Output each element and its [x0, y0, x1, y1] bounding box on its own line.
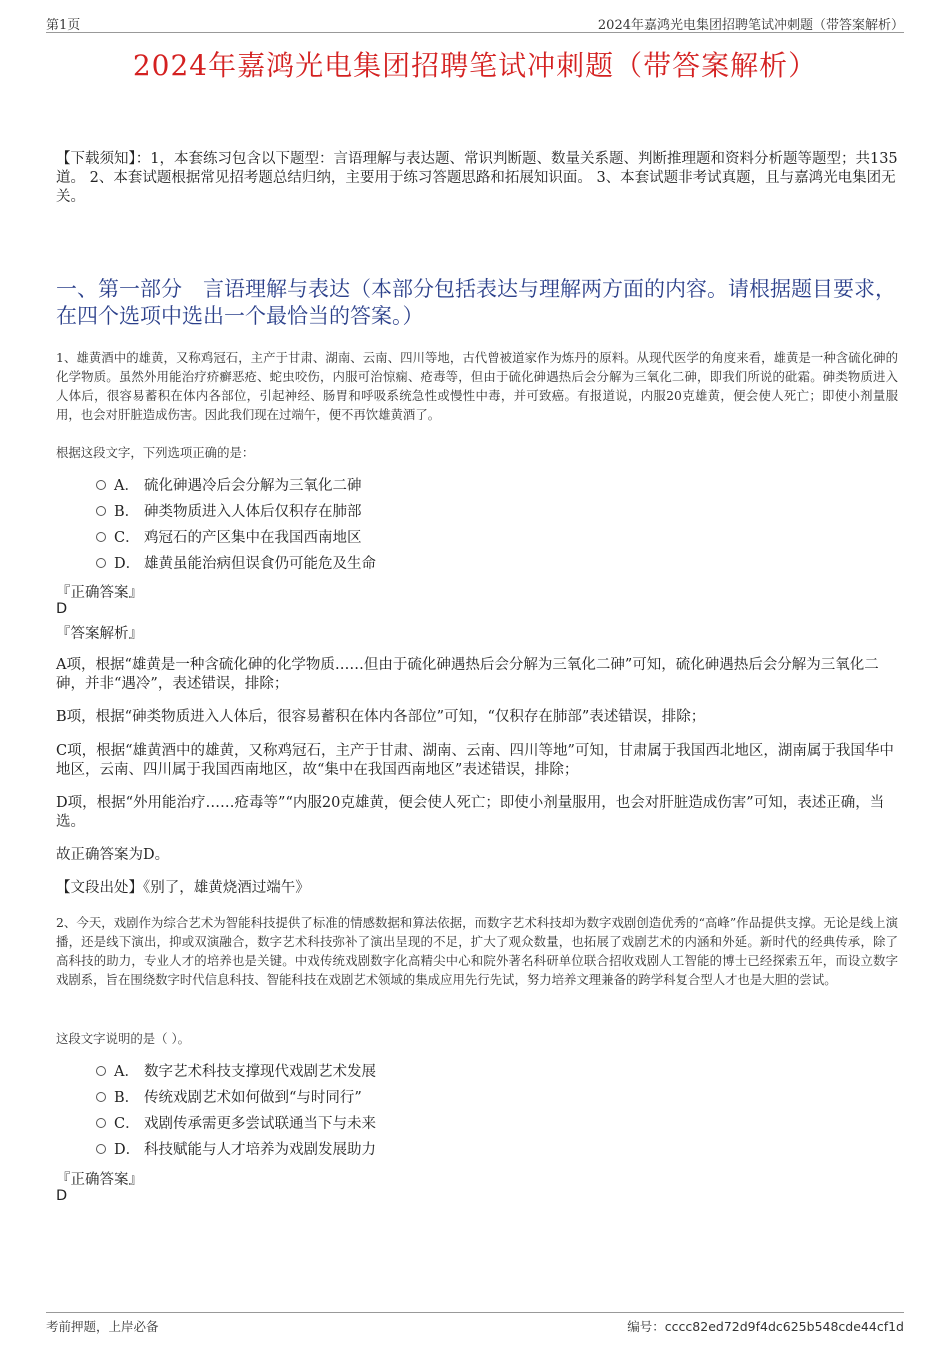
question-1-prompt: 根据这段文字，下列选项正确的是： — [56, 445, 255, 460]
analysis-label: 『答案解析』 — [56, 626, 143, 642]
header-doc-title: 2024年嘉鸿光电集团招聘笔试冲刺题（带答案解析） — [597, 18, 904, 33]
radio-icon[interactable] — [96, 532, 106, 542]
radio-icon[interactable] — [96, 1066, 106, 1076]
option-c[interactable]: C． 戏剧传承需更多尝试联通当下与未来 — [96, 1111, 376, 1137]
footer-code: 编号：cccc82ed72d9f4dc625b548cde44cf1d — [627, 1319, 904, 1334]
analysis-item-b: B项，根据“砷类物质进入人体后，很容易蓄积在体内各部位”可知，“仅积存在肺部”表述错误，排除； — [56, 709, 706, 725]
option-a[interactable]: A． 硫化砷遇冷后会分解为三氧化二砷 — [96, 473, 376, 499]
footer-slogan: 考前押题，上岸必备 — [46, 1319, 159, 1334]
question-2-options — [96, 1059, 376, 1163]
question-2-passage: 2、今天，戏剧作为综合艺术为智能科技提供了标准的情感数据和算法依据，而数字艺术科技却为数字戏剧创造优秀的“高峰”作品提供支撑。无论是线上演播，还是线下演出，抑或双演融合，数字艺术科技弥补了演出呈现的不足，扩大了观众数量，也拓展了戏剧艺术的内涵和外延。新时代的经典传承，除了高科技的助力，专业人才的培养也是关键。中戏传统戏剧数字化高精尖中心和院外著名科研单位联合招收戏剧人工智能的博士已经探索五年，而设立数字戏剧系，旨在围绕数字时代信息科技、智能科技在戏剧艺术领域的集成应用先行先试，努力培养文理兼备的跨学科复合型人才也是大胆的尝试。 — [56, 915, 898, 987]
option-c[interactable]: C． 鸡冠石的产区集中在我国西南地区 — [96, 525, 376, 551]
analysis-item-c: C项，根据“雄黄酒中的雄黄，又称鸡冠石，主产于甘肃、湖南、云南、四川等地”可知，甘肃属于我国西北地区，湖南属于我国华中地区，云南、四川属于我国西南地区，故“集中在我国西南地区”表述错误，排除； — [56, 743, 894, 778]
answer-value: D — [56, 601, 68, 617]
radio-icon[interactable] — [96, 558, 106, 568]
question-1-passage: 1、雄黄酒中的雄黄，又称鸡冠石，主产于甘肃、湖南、云南、四川等地，古代曾被道家作为炼丹的原料。从现代医学的角度来看，雄黄是一种含硫化砷的化学物质。虽然外用能治疗疥癣恶疮、蛇虫咬伤，内服可治惊痫、疮毒等，但由于硫化砷遇热后会分解为三氧化二砷，即我们所说的砒霜。砷类物质进入人体后，很容易蓄积在体内各部位，引起神经、肠胃和呼吸系统急性或慢性中毒，并可致癌。有报道说，内服20克雄黄，便会使人死亡；即使小剂量服用，也会对肝脏造成伤害。因此我们现在过端午，便不再饮雄黄酒了。 — [56, 350, 898, 422]
passage-source: 【文段出处】《别了，雄黄烧酒过端午》 — [56, 880, 310, 896]
page-footer — [46, 1312, 904, 1337]
analysis-item-d: D项，根据“外用能治疗……疮毒等”“内服20克雄黄，便会使人死亡；即使小剂量服用，也会对肝脏造成伤害”可知，表述正确，当选。 — [56, 795, 885, 830]
option-a[interactable]: A． 数字艺术科技支撑现代戏剧艺术发展 — [96, 1059, 376, 1085]
answer-label: 『正确答案』 — [56, 585, 143, 601]
radio-icon[interactable] — [96, 1144, 106, 1154]
analysis-item-a: A项，根据“雄黄是一种含硫化砷的化学物质……但由于硫化砷遇热后会分解为三氧化二砷”可知，硫化砷遇热后会分解为三氧化二砷，并非“遇冷”，表述错误，排除； — [56, 657, 879, 692]
answer-label: 『正确答案』 — [56, 1172, 143, 1188]
option-d[interactable]: D． 雄黄虽能治病但误食仍可能危及生命 — [96, 551, 376, 577]
question-1-options — [96, 473, 376, 577]
option-d[interactable]: D． 科技赋能与人才培养为戏剧发展助力 — [96, 1137, 376, 1163]
question-2-prompt: 这段文字说明的是（ ）。 — [56, 1031, 191, 1046]
document-title: 2024年嘉鸿光电集团招聘笔试冲刺题（带答案解析） — [132, 49, 818, 82]
option-b[interactable]: B． 砷类物质进入人体后仅积存在肺部 — [96, 499, 376, 525]
page-header — [46, 14, 904, 33]
radio-icon[interactable] — [96, 1092, 106, 1102]
section-title: 一、第一部分 言语理解与表达（本部分包括表达与理解两方面的内容。请根据题目要求，在四个选项中选出一个最恰当的答案。） — [56, 277, 896, 328]
radio-icon[interactable] — [96, 1118, 106, 1128]
download-notice: 【下载须知】：1，本套练习包含以下题型：言语理解与表达题、常识判断题、数量关系题、判断推理题和资料分析题等题型；共135道。 2、本套试题根据常见招考题总结归纳，主要用于练习答题思路和拓展知识面。 3、本套试题非考试真题，且与嘉鸿光电集团无关。 — [56, 151, 898, 205]
answer-value: D — [56, 1188, 68, 1204]
radio-icon[interactable] — [96, 480, 106, 490]
radio-icon[interactable] — [96, 506, 106, 516]
analysis-conclusion: 故正确答案为D。 — [56, 847, 170, 863]
option-b[interactable]: B． 传统戏剧艺术如何做到“与时同行” — [96, 1085, 376, 1111]
page-number: 第1页 — [46, 18, 81, 33]
